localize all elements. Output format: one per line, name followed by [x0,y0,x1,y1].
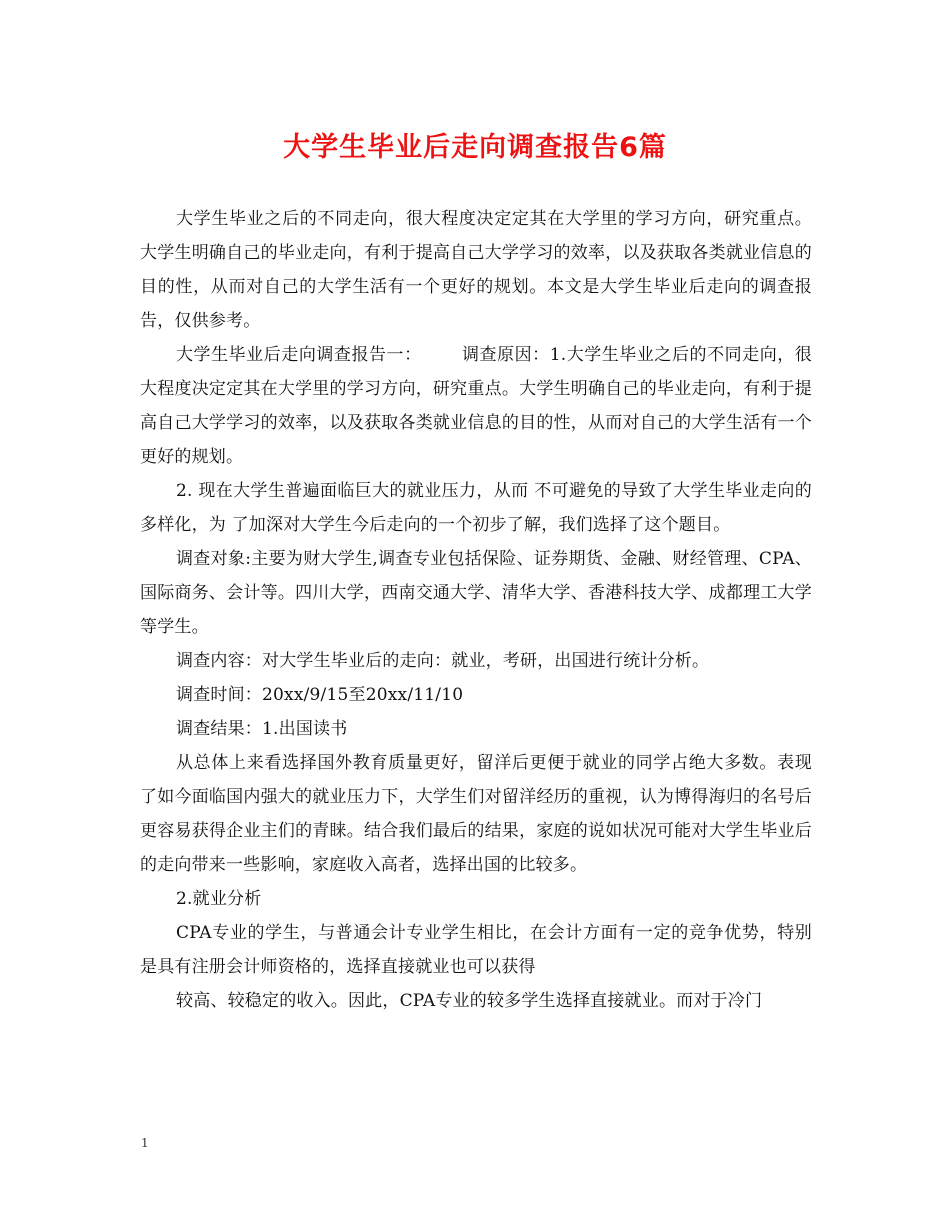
document-body [140,202,812,1018]
survey-result-heading: 调查结果：1.出国读书 [176,719,348,739]
employment-analysis-heading: 2.就业分析 [176,889,262,909]
report-one-paragraph [140,338,812,474]
document-title: 大学生毕业后走向调查报告6篇 [283,132,667,163]
survey-content-paragraph: 调查内容：对大学生毕业后的走向：就业，考研，出国进行统计分析。 [176,651,710,671]
page-number: 1 [141,1136,149,1150]
income-paragraph: 较高、较稳定的收入。因此，CPA专业的较多学生选择直接就业。而对于冷门 [176,991,763,1011]
survey-time-paragraph: 调查时间：20xx/9/15至20xx/11/10 [176,685,464,705]
survey-target-paragraph: 调查对象:主要为财大学生,调查专业包括保险、证券期货、金融、财经管理、CPA、国际商务、会计等。四川大学，西南交通大学、清华大学、香港科技大学、成都理工大学等学生。 [140,549,812,637]
intro-paragraph: 大学生毕业之后的不同走向，很大程度决定定其在大学里的学习方向，研究重点。大学生明确自己的毕业走向，有利于提高自己大学学习的效率，以及获取各类就业信息的目的性，从而对自己的大学生活有一个更好的规划。本文是大学生毕业后走向的调查报告，仅供参考。 [140,209,812,331]
survey-reason-text: 调查原因：1.大学生毕业之后的不同走向，很大程度决定定其在大学里的学习方向，研究重点。大学生明确自己的毕业走向，有利于提高自己大学学习的效率，以及获取各类就业信息的目的性，从而对自己的大学生活有一个更好的规划。 [140,345,812,467]
employment-pressure-paragraph: 2. 现在大学生普遍面临巨大的就业压力，从而 不可避免的导致了大学生毕业走向的多样化，为 了加深对大学生今后走向的一个初步了解，我们选择了这个题目。 [140,481,812,535]
cpa-paragraph: CPA专业的学生，与普通会计专业学生相比，在会计方面有一定的竞争优势，特别是具有注册会计师资格的，选择直接就业也可以获得 [140,923,812,977]
report-one-heading: 大学生毕业后走向调查报告一： [176,345,422,365]
study-abroad-paragraph: 从总体上来看选择国外教育质量更好，留洋后更便于就业的同学占绝大多数。表现了如今面临国内强大的就业压力下，大学生们对留洋经历的重视，认为博得海归的名号后更容易获得企业主们的青睐。结合我们最后的结果，家庭的说如状况可能对大学生毕业后的走向带来一些影响，家庭收入高者，选择出国的比较多。 [140,753,812,875]
